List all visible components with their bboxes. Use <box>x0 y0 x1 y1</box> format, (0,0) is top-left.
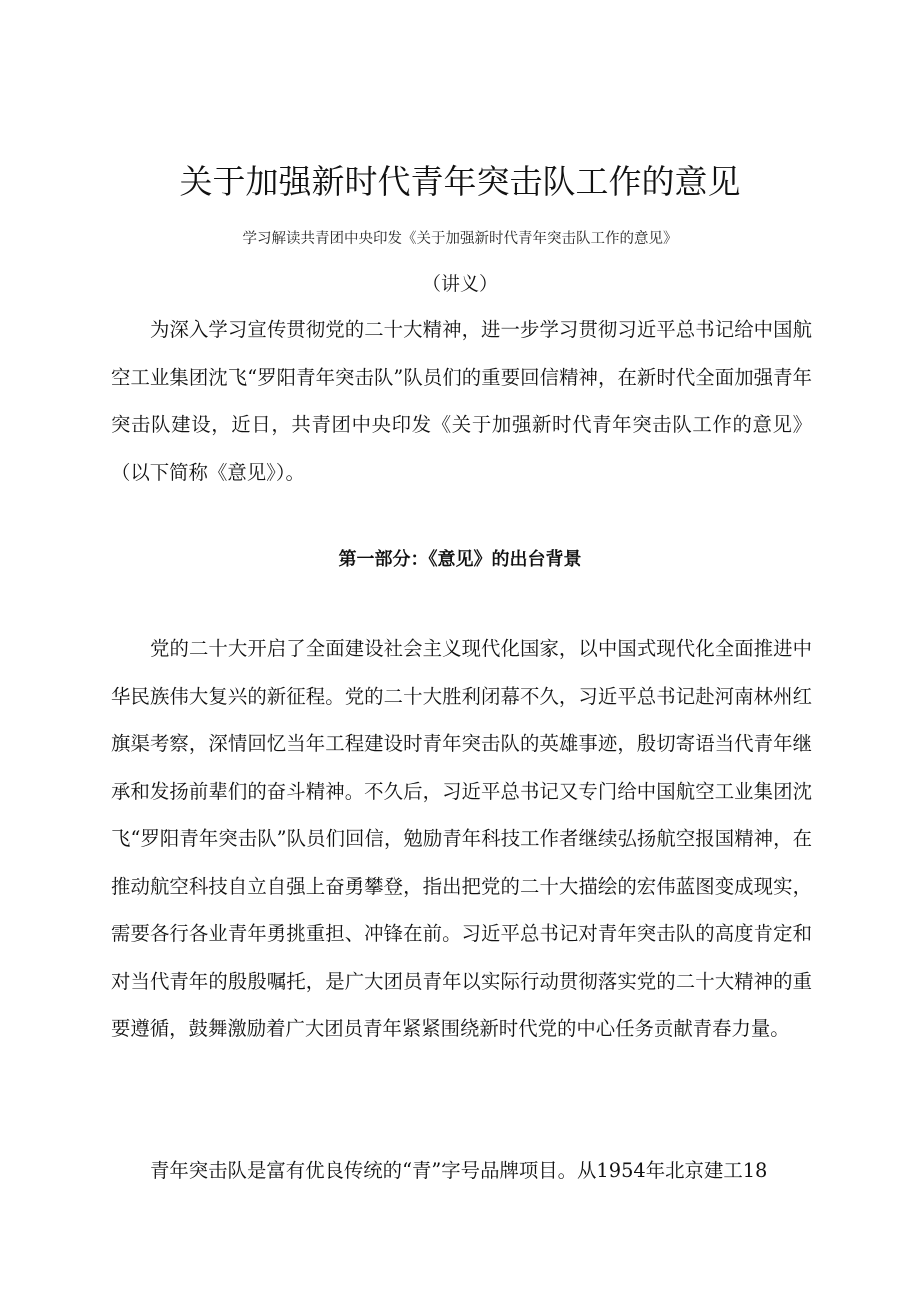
intro-paragraph: 为深入学习宣传贯彻党的二十大精神，进一步学习贯彻习近平总书记给中国航空工业集团沈飞“罗阳青年突击队”队员们的重要回信精神，在新时代全面加强青年突击队建设，近日，共青团中央印发《关于加强新时代青年突击队工作的意见》（以下简称《意见》）。 <box>111 318 812 484</box>
lecture-note-label: （讲义） <box>421 273 498 295</box>
document-subtitle: 学习解读共青团中央印发《关于加强新时代青年突击队工作的意见》 <box>242 231 678 247</box>
section-heading: 第一部分：《意见》的出台背景 <box>338 549 582 570</box>
body-paragraph: 党的二十大开启了全面建设社会主义现代化国家，以中国式现代化全面推进中华民族伟大复兴的新征程。党的二十大胜利闭幕不久，习近平总书记赴河南林州红旗渠考察，深情回忆当年工程建设时青年突击队的英雄事迹，殷切寄语当代青年继承和发扬前辈们的奋斗精神。不久后，习近平总书记又专门给中国航空工业集团沈飞“罗阳青年突击队”队员们回信，勉励青年科技工作者继续弘扬航空报国精神，在推动航空科技自立自强上奋勇攀登，指出把党的二十大描绘的宏伟蓝图变成现实，需要各行各业青年勇挑重担、冲锋在前。习近平总书记对青年突击队的高度肯定和对当代青年的殷殷嘱托，是广大团员青年以实际行动贯彻落实党的二十大精神的重要遵循，鼓舞激励着广大团员青年紧紧围绕新时代党的中心任务贡献青春力量。 <box>111 637 812 1040</box>
document-title: 关于加强新时代青年突击队工作的意见 <box>179 162 741 201</box>
body-paragraph: 青年突击队是富有优良传统的“青”字号品牌项目。从1954年北京建工18 <box>150 1159 768 1182</box>
